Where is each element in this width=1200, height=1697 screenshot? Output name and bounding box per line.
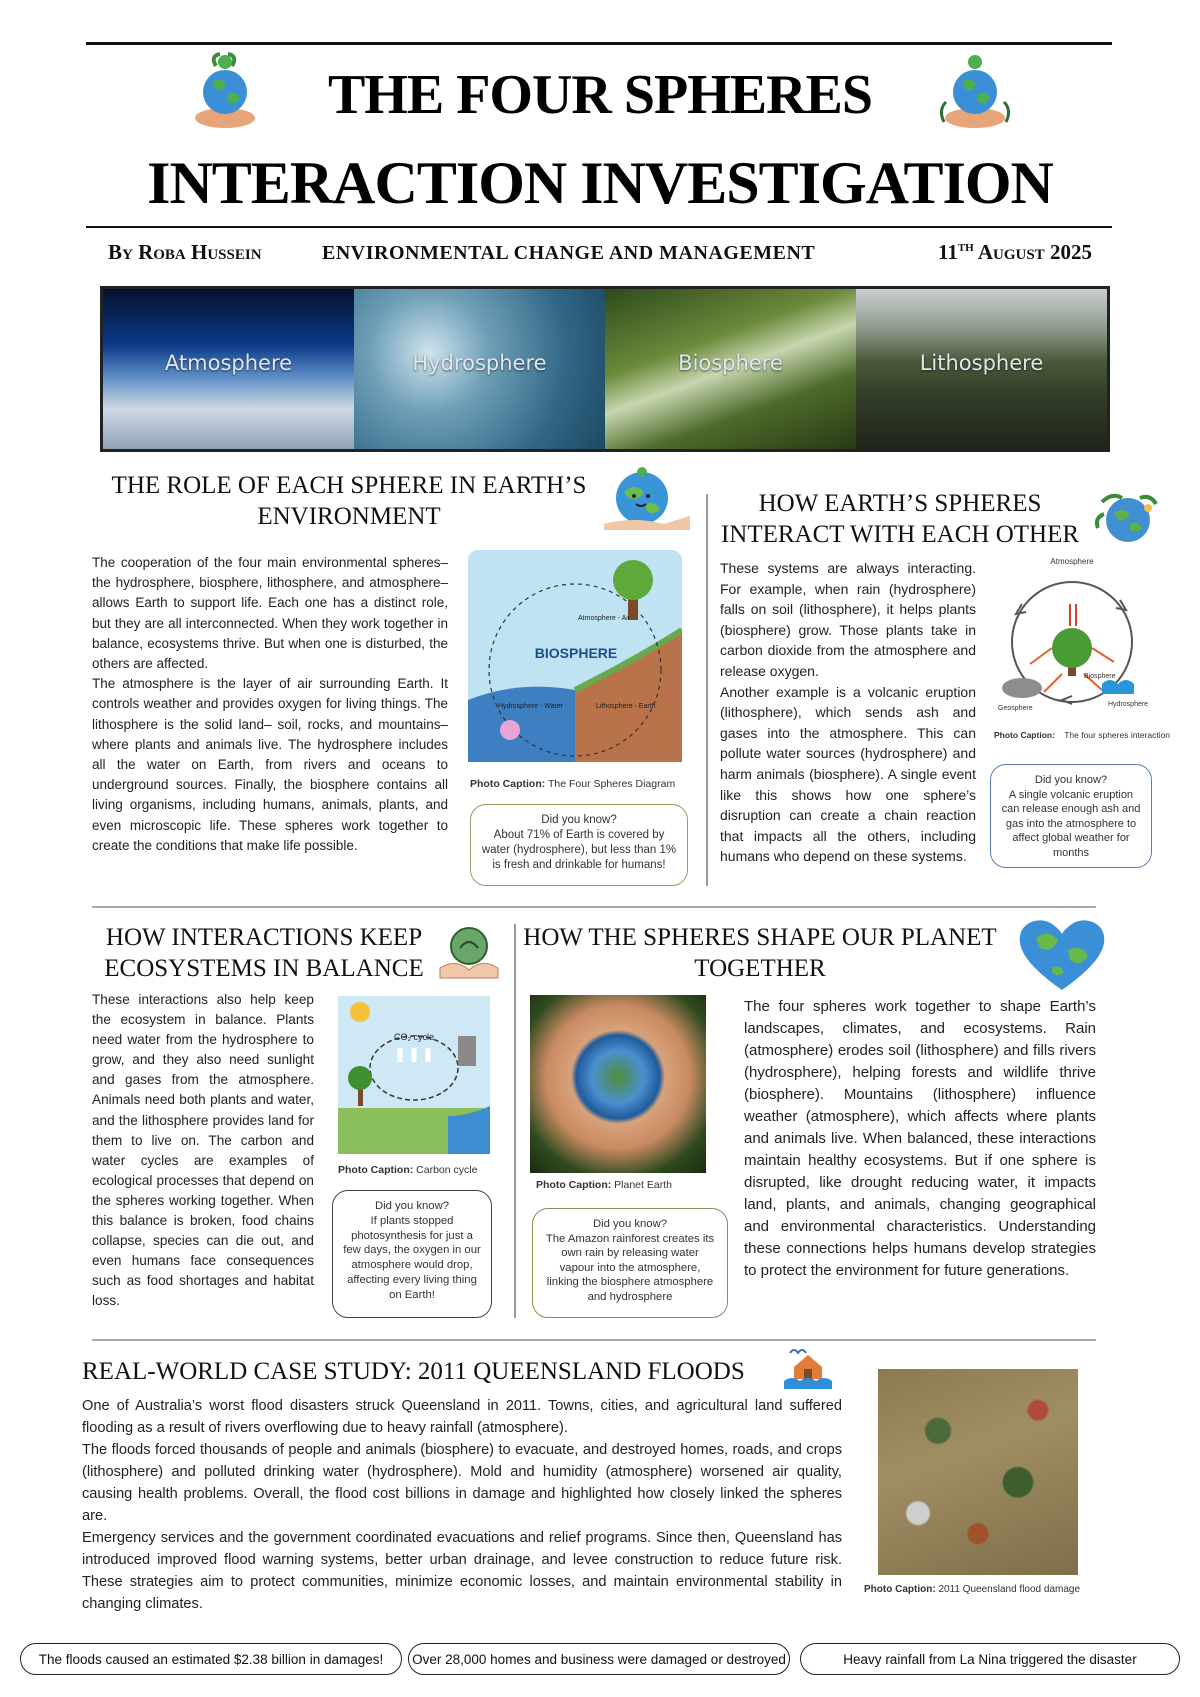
banner-panel-hydrosphere — [354, 289, 605, 449]
case-paragraph-1: One of Australia’s worst flood disasters struck Queensland in 2011. Towns, cities, and agricultural land suffered flooding as a result of rivers overflowing due to heavy rainfall (atmosphere). — [82, 1398, 842, 1436]
balance-body-text — [92, 990, 314, 1312]
did-you-know-volcano — [990, 764, 1152, 868]
heading-ecosystem-balance: HOW INTERACTIONS KEEP ECOSYSTEMS IN BALANCE — [104, 924, 424, 982]
cycle-geosphere-label: Geosphere — [998, 705, 1033, 712]
shape-paragraph: The four spheres work together to shape Earth’s landscapes, climates, and ecosystems. Rain (atmosphere) erodes soil (lithosphere) and fills rivers (hydrosphere), helping forests and wildlife thrive (biosphere). Mountains (lithosphere) influence weather (atmosphere), which affects where plants and animals live. When balanced, these interactions maintain healthy ecosystems. But if one sphere is disrupted, like drought reducing water, it impacts land, plants, and animals, changing geographical and environmental characteristics. Understanding these connections helps humans develop strategies to protect the environment for future generations. — [744, 998, 1096, 1279]
diagram-hydrosphere-label: Hydrosphere - Water — [498, 703, 563, 710]
case-paragraph-2: The floods forced thousands of people and animals (biosphere) to evacuate, and destroyed homes, roads, and crops (lithosphere) and polluted drinking water (hydrosphere). Mold and humidity (atmosphere) worsened air quality, causing health problems. Overall, the flood cost billions in damage and highlighted how closely linked the spheres are. — [82, 1442, 842, 1524]
date-suffix: TH — [957, 242, 974, 254]
cycle-atmosphere-label: Atmosphere — [1050, 557, 1094, 566]
fact-pill-damages: The floods caused an estimated $2.38 billion in damages! — [20, 1643, 402, 1675]
dyk-title: Did you know? — [541, 814, 617, 826]
dyk-text: A single volcanic eruption can release enough ash and gas into the atmosphere to affect global weather for months — [1001, 788, 1141, 859]
banner-panel-lithosphere — [856, 289, 1107, 449]
role-body-text — [92, 553, 448, 856]
banner-label-biosphere: Biosphere — [678, 351, 783, 375]
caption-text: The Four Spheres Diagram — [547, 778, 676, 790]
heading-role-of-spheres: THE ROLE OF EACH SPHERE IN EARTH’S ENVIRONMENT — [111, 472, 587, 530]
subject-heading: ENVIRONMENTAL CHANGE AND MANAGEMENT — [322, 242, 816, 264]
date-rest: August 2025 — [977, 240, 1092, 264]
leafy-earth-icon — [1092, 488, 1162, 550]
role-paragraph-2: The atmosphere is the layer of air surrounding Earth. It controls weather and provides oxygen for living things. The lithosphere is the solid land– soil, rocks, and mountains– where plants and animals live. The hydrosphere includes all the water on Earth, from rivers and oceans to underground sources. Finally, the biosphere contains all living organisms, including humans, animals, plants, and even microscopic life. These spheres work together to create the conditions that make life possible. — [92, 676, 448, 853]
earth-heart-icon — [1018, 916, 1106, 994]
dyk-title: Did you know? — [592, 1218, 668, 1230]
caption-text: 2011 Queensland flood damage — [938, 1584, 1081, 1595]
shape-body-text — [744, 996, 1096, 1282]
did-you-know-photosynthesis — [332, 1190, 492, 1318]
banner-label-atmosphere: Atmosphere — [164, 351, 293, 375]
diagram-lithosphere-label: Lithosphere - Earth — [596, 703, 656, 710]
caption-text: Planet Earth — [614, 1179, 672, 1191]
dyk-text: About 71% of Earth is covered by water (hydrosphere), but less than 1% is fresh and drinkable for humans! — [481, 829, 677, 871]
queensland-flood-photo — [878, 1369, 1078, 1575]
fact-pill-la-nina: Heavy rainfall from La Nina triggered the disaster — [800, 1643, 1180, 1675]
interact-body-text — [720, 558, 976, 867]
section-divider-2 — [92, 1339, 1096, 1341]
banner-panel-biosphere — [605, 289, 856, 449]
caption-carbon-cycle — [338, 1164, 477, 1176]
dyk-title: Did you know? — [374, 1200, 450, 1212]
flood-house-icon — [784, 1347, 832, 1389]
caption-queensland-flood — [864, 1584, 1080, 1595]
case-study-body — [82, 1395, 842, 1615]
heading-case-study: REAL-WORLD CASE STUDY: 2011 QUEENSLAND FLOODS — [82, 1358, 745, 1385]
column-divider — [706, 494, 708, 886]
earth-hand-icon — [604, 466, 692, 532]
heading-shape-planet: HOW THE SPHERES SHAPE OUR PLANET TOGETHER — [523, 924, 997, 982]
heading-spheres-interact: HOW EARTH’S SPHERES INTERACT WITH EACH OTHER — [720, 490, 1080, 548]
case-paragraph-3: Emergency services and the government coordinated evacuations and relief programs. Since then, Queensland has introduced improved flood warning systems, better urban drainage, and levee construction to reduce future risk. These strategies aim to protect communities, minimize economic losses, and maintain environmental stability in changing climates. — [82, 1530, 842, 1612]
caption-label: Photo Caption: — [994, 730, 1055, 740]
date-day: 11 — [938, 240, 958, 264]
dyk-title: Did you know? — [1034, 774, 1108, 786]
caption-label: Photo Caption: — [864, 1584, 936, 1595]
balance-paragraph: These interactions also help keep the ecosystem in balance. Plants need water from the hydrosphere to grow, and they also need sunlight and gases from the atmosphere. Animals need both plants and water, and the lithosphere provides land for them to live on. The carbon and water cycles are examples of ecological processes that depend on the spheres working together. When this balance is broken, food chains collapse, species can die out, and even humans face consequences such as food shortages and habitat loss. — [92, 992, 314, 1309]
carbon-cycle-diagram — [338, 996, 490, 1154]
did-you-know-water — [470, 804, 688, 886]
column-divider-2 — [514, 924, 516, 1318]
planet-earth-photo — [530, 995, 706, 1173]
page-title-line2: INTERACTION INVESTIGATION — [147, 150, 1053, 216]
caption-text: Carbon cycle — [416, 1164, 478, 1176]
cycle-hydrosphere-label: Hydrosphere — [1108, 701, 1149, 708]
caption-label: Photo Caption: — [338, 1164, 414, 1176]
caption-planet-earth — [536, 1179, 672, 1191]
plant-hands-icon — [438, 924, 500, 980]
diagram-center-label: BIOSPHERE — [534, 645, 618, 661]
role-paragraph-1: The cooperation of the four main environmental spheres– the hydrosphere, biosphere, lithosphere, and atmosphere– allows Earth to support life. Each one has a distinct role, but they are all interconnected. When they work together in balance, ecosystems thrive. But when one is disturbed, the others are affected. — [92, 555, 448, 672]
caption-four-spheres — [470, 778, 675, 790]
caption-label: Photo Caption: — [470, 778, 546, 790]
interact-paragraph-2: Another example is a volcanic eruption (lithosphere), which sends ash and gases into the atmosphere. This can pollute water sources (hydrosphere) and harm animals (biosphere). A single event like this shows how one sphere’s disruption can create a chain reaction that impacts all the others, including humans who depend on these systems. — [720, 683, 976, 865]
carbon-cycle-label: CO₂ cycle — [394, 1032, 434, 1042]
banner-label-lithosphere: Lithosphere — [919, 351, 1044, 375]
cycle-biosphere-label: Biosphere — [1084, 673, 1116, 680]
interact-paragraph-1: These systems are always interacting. For example, when rain (hydrosphere) falls on soil (lithosphere), it helps plants (biosphere) grow. Those plants take in carbon dioxide from the atmosphere and release oxygen. — [720, 560, 976, 679]
sphere-interaction-cycle-diagram — [992, 554, 1154, 726]
caption-label: Photo Caption: — [536, 1179, 612, 1191]
dyk-text: If plants stopped photosynthesis for just a few days, the oxygen in our atmosphere would drop, affecting every living thing on Earth! — [343, 1214, 481, 1301]
caption-text: The four spheres interaction — [1064, 730, 1171, 740]
diagram-atmosphere-label: Atmosphere - Air — [578, 615, 631, 622]
page-title-line1: THE FOUR SPHERES — [327, 64, 873, 126]
banner-panel-atmosphere — [103, 289, 354, 449]
top-rule — [86, 42, 1112, 45]
did-you-know-amazon — [532, 1208, 728, 1318]
banner-label-hydrosphere: Hydrosphere — [412, 351, 547, 375]
four-spheres-diagram — [468, 550, 682, 762]
author-byline: By Roba Hussein — [108, 240, 262, 264]
dyk-text: The Amazon rainforest creates its own rain by releasing water vapour into the atmosphere, linking the biosphere atmosphere and hydrosphere — [545, 1232, 715, 1303]
fact-pill-homes: Over 28,000 homes and business were damaged or destroyed — [408, 1643, 790, 1675]
issue-date — [938, 240, 1092, 265]
spheres-banner — [100, 286, 1110, 452]
section-divider-1 — [92, 906, 1096, 908]
header-rule — [86, 226, 1112, 228]
caption-spheres-interaction — [994, 730, 1170, 740]
